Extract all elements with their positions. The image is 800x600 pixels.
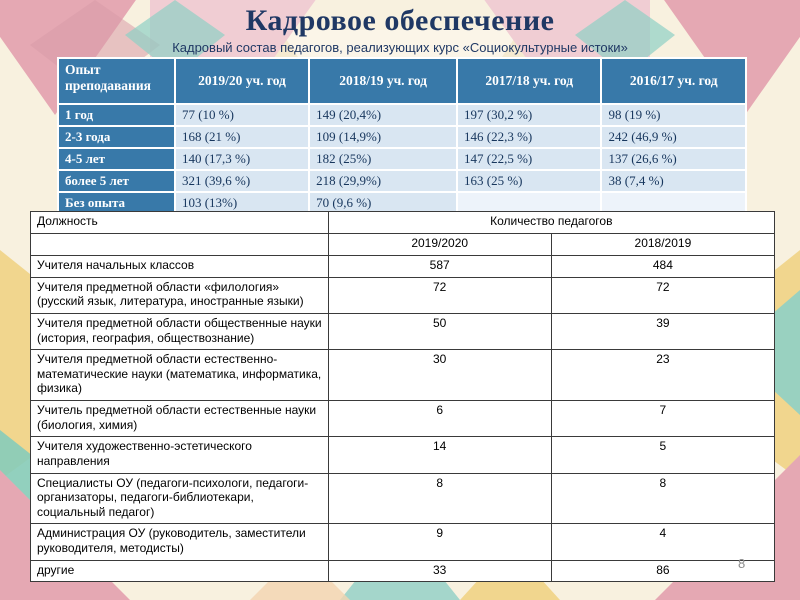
experience-value-cell: 98 (19 %) bbox=[601, 104, 746, 126]
experience-value-cell: 197 (30,2 %) bbox=[457, 104, 601, 126]
position-value-cell: 30 bbox=[328, 350, 551, 401]
experience-col-header: 2018/19 уч. год bbox=[309, 58, 457, 104]
page-subtitle: Кадровый состав педагогов, реализующих курс «Социокультурные истоки» bbox=[172, 40, 628, 55]
experience-table-body bbox=[58, 104, 746, 214]
experience-value-cell: 103 (13%) bbox=[175, 192, 309, 214]
experience-table-row bbox=[58, 104, 746, 126]
positions-year-header: 2018/2019 bbox=[551, 234, 774, 256]
position-value-cell: 39 bbox=[551, 313, 774, 349]
experience-value-cell: 168 (21 %) bbox=[175, 126, 309, 148]
position-value-cell: 72 bbox=[328, 277, 551, 313]
position-value-cell: 72 bbox=[551, 277, 774, 313]
positions-table-container bbox=[30, 211, 775, 582]
page-number: 8 bbox=[738, 556, 746, 571]
positions-year-empty-cell bbox=[31, 234, 329, 256]
position-row-label: Учитель предметной области естественные науки (биология, химия) bbox=[31, 401, 329, 437]
experience-col-header: 2017/18 уч. год bbox=[457, 58, 601, 104]
position-value-cell: 484 bbox=[551, 256, 774, 278]
experience-row-label: 1 год bbox=[58, 104, 175, 126]
position-row-label: Учителя начальных классов bbox=[31, 256, 329, 278]
experience-value-cell: 109 (14,9%) bbox=[309, 126, 457, 148]
experience-value-cell: 70 (9,6 %) bbox=[309, 192, 457, 214]
positions-table-row bbox=[31, 524, 775, 560]
positions-table-row bbox=[31, 560, 775, 582]
position-value-cell: 50 bbox=[328, 313, 551, 349]
position-row-label: Учителя предметной области общественные науки (история, география, обществознание) bbox=[31, 313, 329, 349]
experience-value-cell: 182 (25%) bbox=[309, 148, 457, 170]
position-value-cell: 8 bbox=[328, 473, 551, 524]
experience-value-cell: 242 (46,9 %) bbox=[601, 126, 746, 148]
experience-row-label: более 5 лет bbox=[58, 170, 175, 192]
experience-value-cell: 321 (39,6 %) bbox=[175, 170, 309, 192]
experience-value-cell: 140 (17,3 %) bbox=[175, 148, 309, 170]
experience-table-row bbox=[58, 126, 746, 148]
position-value-cell: 7 bbox=[551, 401, 774, 437]
position-value-cell: 14 bbox=[328, 437, 551, 473]
experience-value-cell: 147 (22,5 %) bbox=[457, 148, 601, 170]
position-row-label: Администрация ОУ (руководитель, заместители руководителя, методисты) bbox=[31, 524, 329, 560]
experience-header-row bbox=[58, 58, 746, 104]
position-value-cell: 9 bbox=[328, 524, 551, 560]
position-row-label: Учителя предметной области «филология» (русский язык, литература, иностранные языки) bbox=[31, 277, 329, 313]
position-value-cell: 4 bbox=[551, 524, 774, 560]
positions-table-row bbox=[31, 256, 775, 278]
positions-table-row bbox=[31, 313, 775, 349]
positions-col-header-position: Должность bbox=[31, 212, 329, 234]
experience-value-cell: 218 (29,9%) bbox=[309, 170, 457, 192]
experience-value-cell: 163 (25 %) bbox=[457, 170, 601, 192]
experience-table-container bbox=[57, 57, 747, 215]
experience-col-header: 2019/20 уч. год bbox=[175, 58, 309, 104]
positions-col-header-count: Количество педагогов bbox=[328, 212, 774, 234]
experience-row-label: 2-3 года bbox=[58, 126, 175, 148]
experience-table bbox=[57, 57, 747, 215]
positions-year-row bbox=[31, 234, 775, 256]
experience-row-label: 4-5 лет bbox=[58, 148, 175, 170]
position-value-cell: 5 bbox=[551, 437, 774, 473]
positions-table-row bbox=[31, 437, 775, 473]
position-row-label: Учителя предметной области естественно-математические науки (математика, информатика, физика) bbox=[31, 350, 329, 401]
position-value-cell: 587 bbox=[328, 256, 551, 278]
position-row-label: другие bbox=[31, 560, 329, 582]
positions-table-row bbox=[31, 277, 775, 313]
position-row-label: Учителя художественно-эстетического направления bbox=[31, 437, 329, 473]
position-row-label: Специалисты ОУ (педагоги-психологи, педагоги-организаторы, педагоги-библиотекари, социальный педагог) bbox=[31, 473, 329, 524]
experience-table-row bbox=[58, 148, 746, 170]
positions-header-row bbox=[31, 212, 775, 234]
position-value-cell: 6 bbox=[328, 401, 551, 437]
experience-table-row bbox=[58, 170, 746, 192]
positions-table-row bbox=[31, 350, 775, 401]
positions-table bbox=[30, 211, 775, 582]
experience-value-cell: 38 (7,4 %) bbox=[601, 170, 746, 192]
position-value-cell: 23 bbox=[551, 350, 774, 401]
experience-value-cell: 146 (22,3 %) bbox=[457, 126, 601, 148]
experience-row-label: Без опыта bbox=[58, 192, 175, 214]
experience-value-cell: 137 (26,6 %) bbox=[601, 148, 746, 170]
positions-year-header: 2019/2020 bbox=[328, 234, 551, 256]
positions-table-row bbox=[31, 401, 775, 437]
position-value-cell: 86 bbox=[551, 560, 774, 582]
page-title: Кадровое обеспечение bbox=[245, 4, 555, 37]
positions-table-body bbox=[31, 256, 775, 582]
experience-col-header: 2016/17 уч. год bbox=[601, 58, 746, 104]
experience-value-cell: 149 (20,4%) bbox=[309, 104, 457, 126]
position-value-cell: 8 bbox=[551, 473, 774, 524]
position-value-cell: 33 bbox=[328, 560, 551, 582]
experience-value-cell: 77 (10 %) bbox=[175, 104, 309, 126]
experience-col-header: Опыт преподавания bbox=[58, 58, 175, 104]
positions-table-row bbox=[31, 473, 775, 524]
